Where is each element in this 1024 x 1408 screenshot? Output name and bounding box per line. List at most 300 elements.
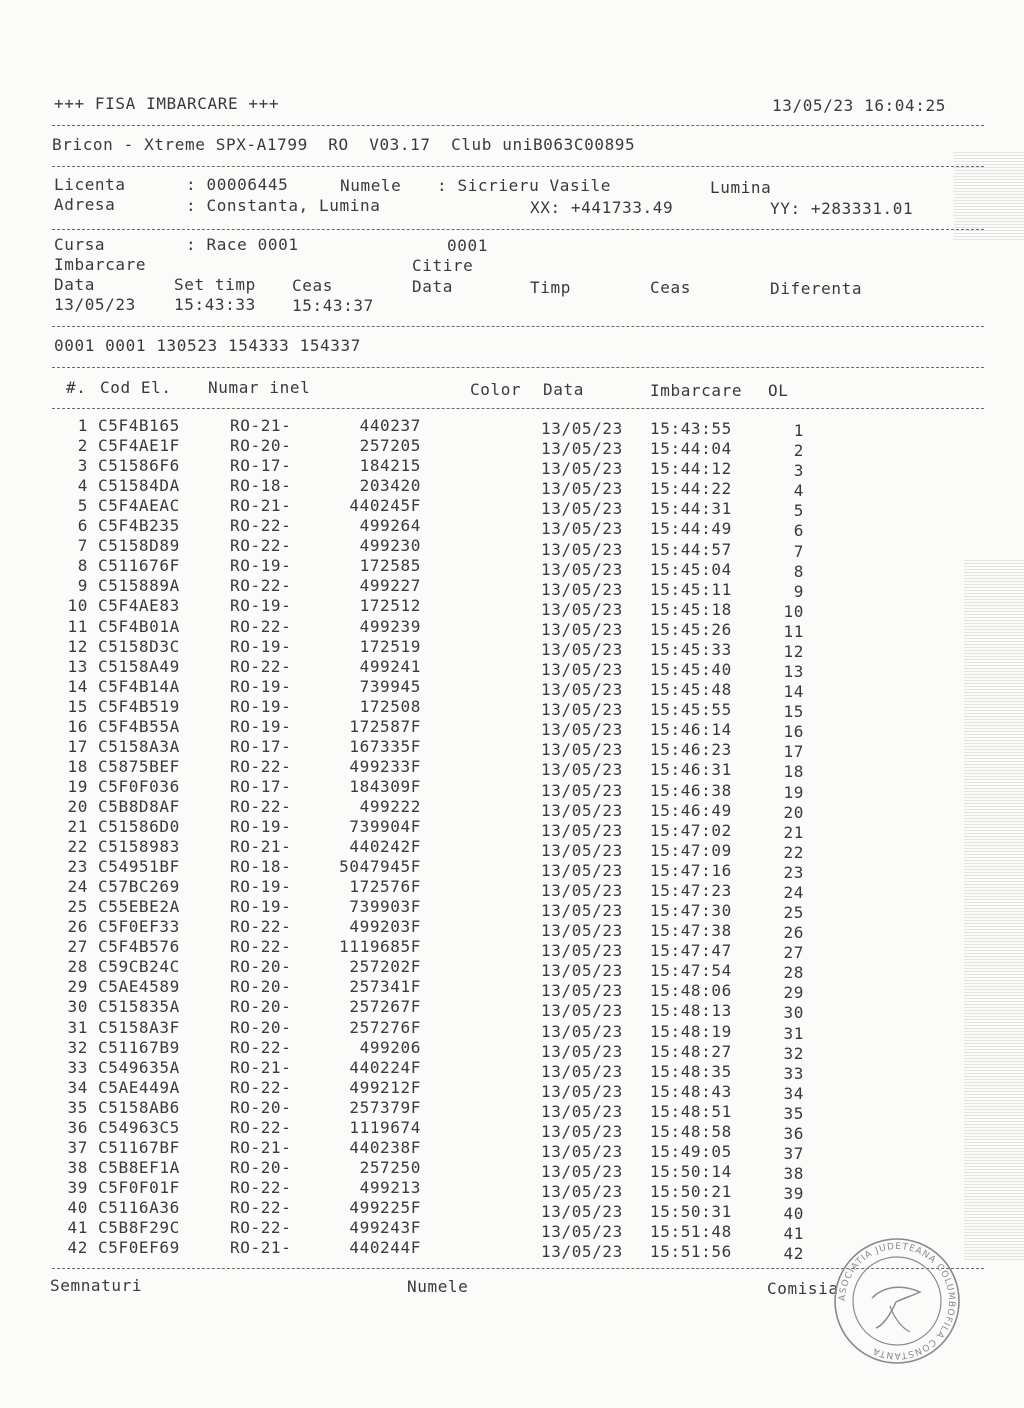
row-date: 13/05/23 — [541, 1061, 623, 1081]
row-cod: C55EBE2A — [98, 897, 180, 917]
table-row — [0, 957, 1024, 983]
row-ring-number: 167335F — [349, 736, 421, 756]
row-ol: 38 — [783, 1164, 804, 1184]
divider — [52, 408, 984, 409]
row-imbarcare-time: 15:47:16 — [650, 860, 732, 880]
row-ol: 42 — [783, 1244, 804, 1264]
row-ring-prefix: RO-22- — [230, 1197, 292, 1217]
comisia-label: Comisia — [767, 1279, 839, 1298]
row-cod: C5158AB6 — [98, 1097, 180, 1117]
row-index: 38 — [67, 1157, 88, 1177]
row-ring-number: 499222 — [359, 796, 421, 816]
row-date: 13/05/23 — [541, 419, 623, 438]
table-row — [0, 776, 1024, 802]
table-row — [0, 837, 1024, 862]
row-ring-number: 257276F — [349, 1017, 421, 1037]
row-ring-number: 499241 — [359, 656, 421, 676]
row-date: 13/05/23 — [541, 760, 623, 780]
row-index: 24 — [67, 877, 88, 897]
row-ol: 7 — [793, 541, 804, 561]
table-row — [0, 616, 1024, 641]
page-title: +++ FISA IMBARCARE +++ — [54, 94, 280, 113]
row-ring-prefix: RO-18- — [230, 476, 292, 496]
row-index: 31 — [67, 1017, 88, 1037]
row-ring-number: 172512 — [359, 596, 421, 616]
row-cod: C5F0F036 — [98, 776, 180, 796]
row-ring-number: 257379F — [349, 1097, 421, 1117]
row-ring-number: 172576F — [349, 877, 421, 897]
row-ol: 17 — [783, 742, 804, 762]
table-row — [0, 536, 1024, 561]
row-ol: 39 — [783, 1184, 804, 1204]
row-imbarcare-time: 15:50:14 — [650, 1162, 732, 1182]
row-imbarcare-time: 15:47:30 — [650, 901, 732, 921]
row-imbarcare-time: 15:48:43 — [650, 1081, 732, 1101]
table-row — [0, 416, 1024, 440]
table-row — [0, 736, 1024, 762]
row-imbarcare-time: 15:51:56 — [650, 1242, 732, 1262]
row-cod: C5F4B01A — [98, 616, 180, 636]
row-ring-number: 499239 — [359, 616, 421, 636]
row-index: 5 — [77, 496, 88, 516]
row-imbarcare-time: 15:48:27 — [650, 1041, 732, 1061]
row-ring-number: 739904F — [349, 817, 421, 836]
row-ring-prefix: RO-19- — [230, 877, 292, 897]
row-index: 3 — [77, 456, 88, 476]
row-ring-number: 499203F — [349, 917, 421, 937]
row-index: 17 — [67, 736, 88, 756]
row-imbarcare-time: 15:50:31 — [650, 1202, 732, 1222]
cursa-code: 0001 — [447, 236, 488, 255]
row-cod: C5F4B576 — [98, 937, 180, 957]
row-ring-number: 257205 — [359, 436, 421, 456]
row-ol: 24 — [783, 882, 804, 902]
row-date: 13/05/23 — [541, 780, 623, 800]
table-row — [0, 857, 1024, 882]
row-index: 39 — [67, 1177, 88, 1197]
row-ol: 28 — [783, 963, 804, 983]
row-index: 15 — [67, 696, 88, 716]
row-date: 13/05/23 — [541, 479, 623, 499]
row-cod: C5F4B14A — [98, 676, 180, 696]
row-ol: 26 — [783, 923, 804, 943]
row-cod: C5B8F29C — [98, 1218, 180, 1237]
row-cod: C5F0F01F — [98, 1177, 180, 1197]
settimp-label: Set timp — [174, 275, 256, 294]
row-date: 13/05/23 — [541, 740, 623, 760]
print-datetime: 13/05/23 16:04:25 — [772, 96, 946, 115]
table-row — [0, 476, 1024, 501]
race-settimp-value: 15:43:33 — [174, 295, 256, 314]
row-ring-prefix: RO-18- — [230, 857, 292, 877]
row-date: 13/05/23 — [541, 860, 623, 880]
row-ring-prefix: RO-19- — [230, 696, 292, 716]
row-ol: 10 — [783, 601, 804, 621]
race-ceas-value: 15:43:37 — [292, 296, 374, 315]
row-cod: C5158A49 — [98, 656, 180, 676]
row-ring-prefix: RO-22- — [230, 796, 292, 816]
row-cod: C5F4AE83 — [98, 596, 180, 616]
row-cod: C5158D89 — [98, 536, 180, 556]
table-row — [0, 1177, 1024, 1204]
row-index: 23 — [67, 857, 88, 877]
row-cod: C5F4AE1F — [98, 436, 180, 456]
row-ol: 34 — [783, 1083, 804, 1103]
divider — [52, 229, 984, 230]
row-index: 11 — [67, 616, 88, 636]
row-cod: C5F0EF33 — [98, 917, 180, 937]
row-ring-prefix: RO-17- — [230, 456, 292, 476]
row-imbarcare-time: 15:44:57 — [650, 539, 732, 559]
row-index: 35 — [67, 1097, 88, 1117]
row-imbarcare-time: 15:48:58 — [650, 1121, 732, 1141]
row-cod: C54963C5 — [98, 1117, 180, 1137]
table-row — [0, 756, 1024, 782]
row-date: 13/05/23 — [541, 599, 623, 619]
adresa-value: : Constanta, Lumina — [186, 196, 381, 215]
row-ring-number: 184309F — [349, 776, 421, 796]
row-ol: 2 — [793, 441, 804, 461]
row-cod: C5F4B55A — [98, 716, 180, 736]
table-row — [0, 796, 1024, 822]
data-label: Data — [54, 275, 95, 294]
row-ring-prefix: RO-21- — [230, 416, 292, 435]
row-date: 13/05/23 — [541, 1222, 623, 1242]
citire-label: Citire — [412, 256, 474, 275]
row-index: 16 — [67, 716, 88, 736]
row-ring-number: 440237 — [359, 416, 421, 435]
row-cod: C5AE449A — [98, 1077, 180, 1097]
row-cod: C51586D0 — [98, 817, 180, 836]
row-imbarcare-time: 15:46:38 — [650, 780, 732, 800]
row-date: 13/05/23 — [541, 880, 623, 900]
row-date: 13/05/23 — [541, 800, 623, 820]
row-index: 7 — [77, 536, 88, 556]
table-row — [0, 576, 1024, 601]
row-imbarcare-time: 15:45:11 — [650, 579, 732, 599]
row-ol: 27 — [783, 943, 804, 963]
device-line: Bricon - Xtreme SPX-A1799 RO V03.17 Club uniB063C00895 — [52, 135, 636, 154]
col-header-data: Data — [543, 380, 584, 399]
row-ring-number: 499230 — [359, 536, 421, 556]
row-ol: 20 — [783, 802, 804, 822]
divider — [52, 326, 984, 327]
row-date: 13/05/23 — [541, 559, 623, 579]
cursa-label: Cursa — [54, 235, 106, 254]
row-date: 13/05/23 — [541, 1121, 623, 1141]
row-ring-number: 203420 — [359, 476, 421, 496]
row-ol: 15 — [783, 702, 804, 722]
row-ring-prefix: RO-22- — [230, 937, 292, 957]
row-ring-prefix: RO-20- — [230, 977, 292, 997]
row-ol: 40 — [783, 1204, 804, 1224]
row-imbarcare-time: 15:44:49 — [650, 519, 732, 539]
row-ring-number: 440224F — [349, 1057, 421, 1077]
row-ol: 35 — [783, 1103, 804, 1123]
row-ring-number: 499213 — [359, 1177, 421, 1197]
row-ring-number: 172585 — [359, 556, 421, 576]
citire-ceas-label: Ceas — [650, 278, 691, 297]
imbarcare-label: Imbarcare — [54, 255, 147, 274]
scan-artifact — [954, 150, 1024, 240]
row-cod: C51167BF — [98, 1137, 180, 1157]
row-ol: 3 — [793, 461, 804, 481]
xx-coordinate: XX: +441733.49 — [530, 198, 674, 217]
row-ring-number: 440242F — [349, 837, 421, 857]
row-cod: C5158983 — [98, 837, 180, 857]
table-row — [0, 917, 1024, 943]
row-ring-prefix: RO-21- — [230, 837, 292, 857]
table-row — [0, 897, 1024, 923]
row-ring-prefix: RO-22- — [230, 1037, 292, 1057]
row-index: 6 — [77, 516, 88, 536]
row-ol: 37 — [783, 1144, 804, 1164]
row-index: 4 — [77, 476, 88, 496]
table-row — [0, 1077, 1024, 1103]
row-ring-prefix: RO-22- — [230, 1177, 292, 1197]
row-imbarcare-time: 15:47:23 — [650, 880, 732, 900]
row-ol: 19 — [783, 782, 804, 802]
row-ring-prefix: RO-22- — [230, 1077, 292, 1097]
row-ring-number: 499233F — [349, 756, 421, 776]
row-cod: C5875BEF — [98, 756, 180, 776]
diferenta-label: Diferenta — [770, 279, 863, 298]
row-ol: 31 — [783, 1023, 804, 1043]
row-index: 40 — [67, 1197, 88, 1217]
row-index: 2 — [77, 436, 88, 456]
row-imbarcare-time: 15:48:06 — [650, 981, 732, 1001]
row-imbarcare-time: 15:47:38 — [650, 921, 732, 941]
row-ol: 12 — [783, 641, 804, 661]
row-index: 21 — [67, 817, 88, 836]
row-index: 19 — [67, 776, 88, 796]
row-ring-prefix: RO-17- — [230, 736, 292, 756]
row-cod: C5F4B235 — [98, 516, 180, 536]
row-imbarcare-time: 15:48:13 — [650, 1001, 732, 1021]
row-cod: C5F4B165 — [98, 416, 180, 435]
row-ol: 32 — [783, 1043, 804, 1063]
row-ring-prefix: RO-22- — [230, 756, 292, 776]
row-index: 30 — [67, 997, 88, 1017]
row-index: 33 — [67, 1057, 88, 1077]
association-stamp — [832, 1236, 962, 1366]
row-ring-prefix: RO-17- — [230, 776, 292, 796]
col-header-ol: OL — [768, 381, 789, 400]
row-date: 13/05/23 — [541, 1142, 623, 1162]
table-row — [0, 496, 1024, 521]
row-ol: 8 — [793, 561, 804, 581]
row-ol: 23 — [783, 862, 804, 882]
table-row — [0, 1218, 1024, 1244]
divider — [52, 367, 984, 368]
col-header-imbarcare: Imbarcare — [650, 381, 743, 400]
row-ring-number: 499227 — [359, 576, 421, 596]
row-date: 13/05/23 — [541, 1242, 623, 1262]
row-cod: C5AE4589 — [98, 977, 180, 997]
col-header-idx: #. — [66, 378, 87, 397]
row-cod: C5B8EF1A — [98, 1157, 180, 1177]
row-ring-number: 172587F — [349, 716, 421, 736]
row-ring-number: 257202F — [349, 957, 421, 977]
row-ring-prefix: RO-21- — [230, 1137, 292, 1157]
row-ol: 1 — [793, 421, 804, 440]
table-row — [0, 556, 1024, 581]
row-ring-prefix: RO-22- — [230, 917, 292, 937]
timp-label: Timp — [530, 278, 571, 297]
row-ring-prefix: RO-22- — [230, 616, 292, 636]
row-cod: C5F4B519 — [98, 696, 180, 716]
row-ol: 6 — [793, 521, 804, 541]
table-row — [0, 937, 1024, 963]
row-ol: 11 — [783, 621, 804, 641]
row-cod: C5158D3C — [98, 636, 180, 656]
row-index: 14 — [67, 676, 88, 696]
row-date: 13/05/23 — [541, 961, 623, 981]
row-index: 12 — [67, 636, 88, 656]
row-ol: 14 — [783, 682, 804, 702]
localitate-value: Lumina — [710, 178, 772, 197]
row-ol: 9 — [793, 581, 804, 601]
row-ring-prefix: RO-19- — [230, 596, 292, 616]
row-ring-prefix: RO-22- — [230, 1117, 292, 1137]
row-date: 13/05/23 — [541, 720, 623, 740]
row-ring-number: 499212F — [349, 1077, 421, 1097]
row-ring-number: 440238F — [349, 1137, 421, 1157]
row-date: 13/05/23 — [541, 840, 623, 860]
code-line: 0001 0001 130523 154333 154337 — [54, 336, 361, 355]
row-ring-prefix: RO-20- — [230, 436, 292, 456]
row-index: 27 — [67, 937, 88, 957]
row-ol: 13 — [783, 662, 804, 681]
row-imbarcare-time: 15:46:23 — [650, 740, 732, 760]
row-index: 32 — [67, 1037, 88, 1057]
row-ol: 29 — [783, 983, 804, 1003]
row-imbarcare-time: 15:47:09 — [650, 840, 732, 860]
table-row — [0, 1037, 1024, 1063]
row-date: 13/05/23 — [541, 439, 623, 459]
row-cod: C51586F6 — [98, 456, 180, 476]
row-cod: C51167B9 — [98, 1037, 180, 1057]
row-index: 34 — [67, 1077, 88, 1097]
row-imbarcare-time: 15:49:05 — [650, 1142, 732, 1162]
row-imbarcare-time: 15:44:31 — [650, 499, 732, 519]
row-date: 13/05/23 — [541, 639, 623, 659]
row-date: 13/05/23 — [541, 539, 623, 559]
row-ring-number: 5047945F — [339, 857, 421, 877]
row-imbarcare-time: 15:45:40 — [650, 660, 732, 679]
row-ring-prefix: RO-20- — [230, 1017, 292, 1037]
row-imbarcare-time: 15:45:33 — [650, 639, 732, 659]
row-imbarcare-time: 15:47:02 — [650, 820, 732, 840]
table-row — [0, 716, 1024, 742]
row-ring-number: 1119674 — [349, 1117, 421, 1137]
row-index: 1 — [77, 416, 88, 435]
row-index: 10 — [67, 596, 88, 616]
row-cod: C5F4AEAC — [98, 496, 180, 516]
row-imbarcare-time: 15:44:04 — [650, 439, 732, 459]
col-header-color: Color — [470, 380, 522, 399]
row-imbarcare-time: 15:44:12 — [650, 459, 732, 479]
table-row — [0, 1017, 1024, 1043]
table-row — [0, 977, 1024, 1003]
row-date: 13/05/23 — [541, 579, 623, 599]
row-imbarcare-time: 15:48:51 — [650, 1101, 732, 1121]
row-ring-prefix: RO-22- — [230, 1218, 292, 1237]
row-ol: 30 — [783, 1003, 804, 1023]
row-ol: 4 — [793, 481, 804, 501]
row-date: 13/05/23 — [541, 820, 623, 840]
row-ring-number: 172519 — [359, 636, 421, 656]
row-cod: C5158A3F — [98, 1017, 180, 1037]
numele-label: Numele — [340, 176, 402, 195]
row-ol: 18 — [783, 762, 804, 782]
row-ring-number: 257267F — [349, 997, 421, 1017]
row-imbarcare-time: 15:48:35 — [650, 1061, 732, 1081]
table-row — [0, 656, 1024, 681]
table-row — [0, 676, 1024, 702]
row-ring-number: 440245F — [349, 496, 421, 516]
table-row — [0, 997, 1024, 1023]
row-ol: 25 — [783, 903, 804, 923]
row-cod: C549635A — [98, 1057, 180, 1077]
row-date: 13/05/23 — [541, 700, 623, 720]
stamp-text: ASOCIATIA JUDETEANA COLUMBOFILA CONSTANTA — [837, 1241, 957, 1361]
row-imbarcare-time: 15:46:31 — [650, 760, 732, 780]
row-date: 13/05/23 — [541, 1081, 623, 1101]
row-date: 13/05/23 — [541, 1162, 623, 1182]
row-ring-number: 499225F — [349, 1197, 421, 1217]
table-row — [0, 596, 1024, 621]
table-row — [0, 1137, 1024, 1164]
row-cod: C5158A3A — [98, 736, 180, 756]
row-ring-number: 172508 — [359, 696, 421, 716]
row-imbarcare-time: 15:45:26 — [650, 619, 732, 639]
citire-data-label: Data — [412, 277, 453, 296]
row-imbarcare-time: 15:50:21 — [650, 1182, 732, 1202]
row-index: 28 — [67, 957, 88, 977]
row-date: 13/05/23 — [541, 519, 623, 539]
row-cod: C5B8D8AF — [98, 796, 180, 816]
row-imbarcare-time: 15:45:55 — [650, 700, 732, 720]
row-date: 13/05/23 — [541, 680, 623, 700]
row-ring-prefix: RO-20- — [230, 1097, 292, 1117]
row-cod: C5116A36 — [98, 1197, 180, 1217]
row-date: 13/05/23 — [541, 941, 623, 961]
row-index: 8 — [77, 556, 88, 576]
row-index: 36 — [67, 1117, 88, 1137]
row-index: 20 — [67, 796, 88, 816]
row-date: 13/05/23 — [541, 921, 623, 941]
row-index: 9 — [77, 576, 88, 596]
adresa-label: Adresa — [54, 195, 116, 214]
row-ring-prefix: RO-19- — [230, 676, 292, 696]
numele-value: : Sicrieru Vasile — [437, 176, 611, 195]
ceas-label: Ceas — [292, 276, 333, 295]
row-imbarcare-time: 15:44:22 — [650, 479, 732, 499]
row-ring-prefix: RO-21- — [230, 496, 292, 516]
table-row — [0, 877, 1024, 902]
row-ring-prefix: RO-22- — [230, 516, 292, 536]
row-ring-number: 440244F — [349, 1238, 421, 1258]
row-ring-number: 499264 — [359, 516, 421, 536]
row-ol: 22 — [783, 842, 804, 862]
row-imbarcare-time: 15:46:14 — [650, 720, 732, 740]
row-ol: 33 — [783, 1063, 804, 1083]
table-row — [0, 456, 1024, 481]
row-date: 13/05/23 — [541, 1182, 623, 1202]
row-ring-number: 184215 — [359, 456, 421, 476]
numele-signature-label: Numele — [407, 1277, 469, 1296]
